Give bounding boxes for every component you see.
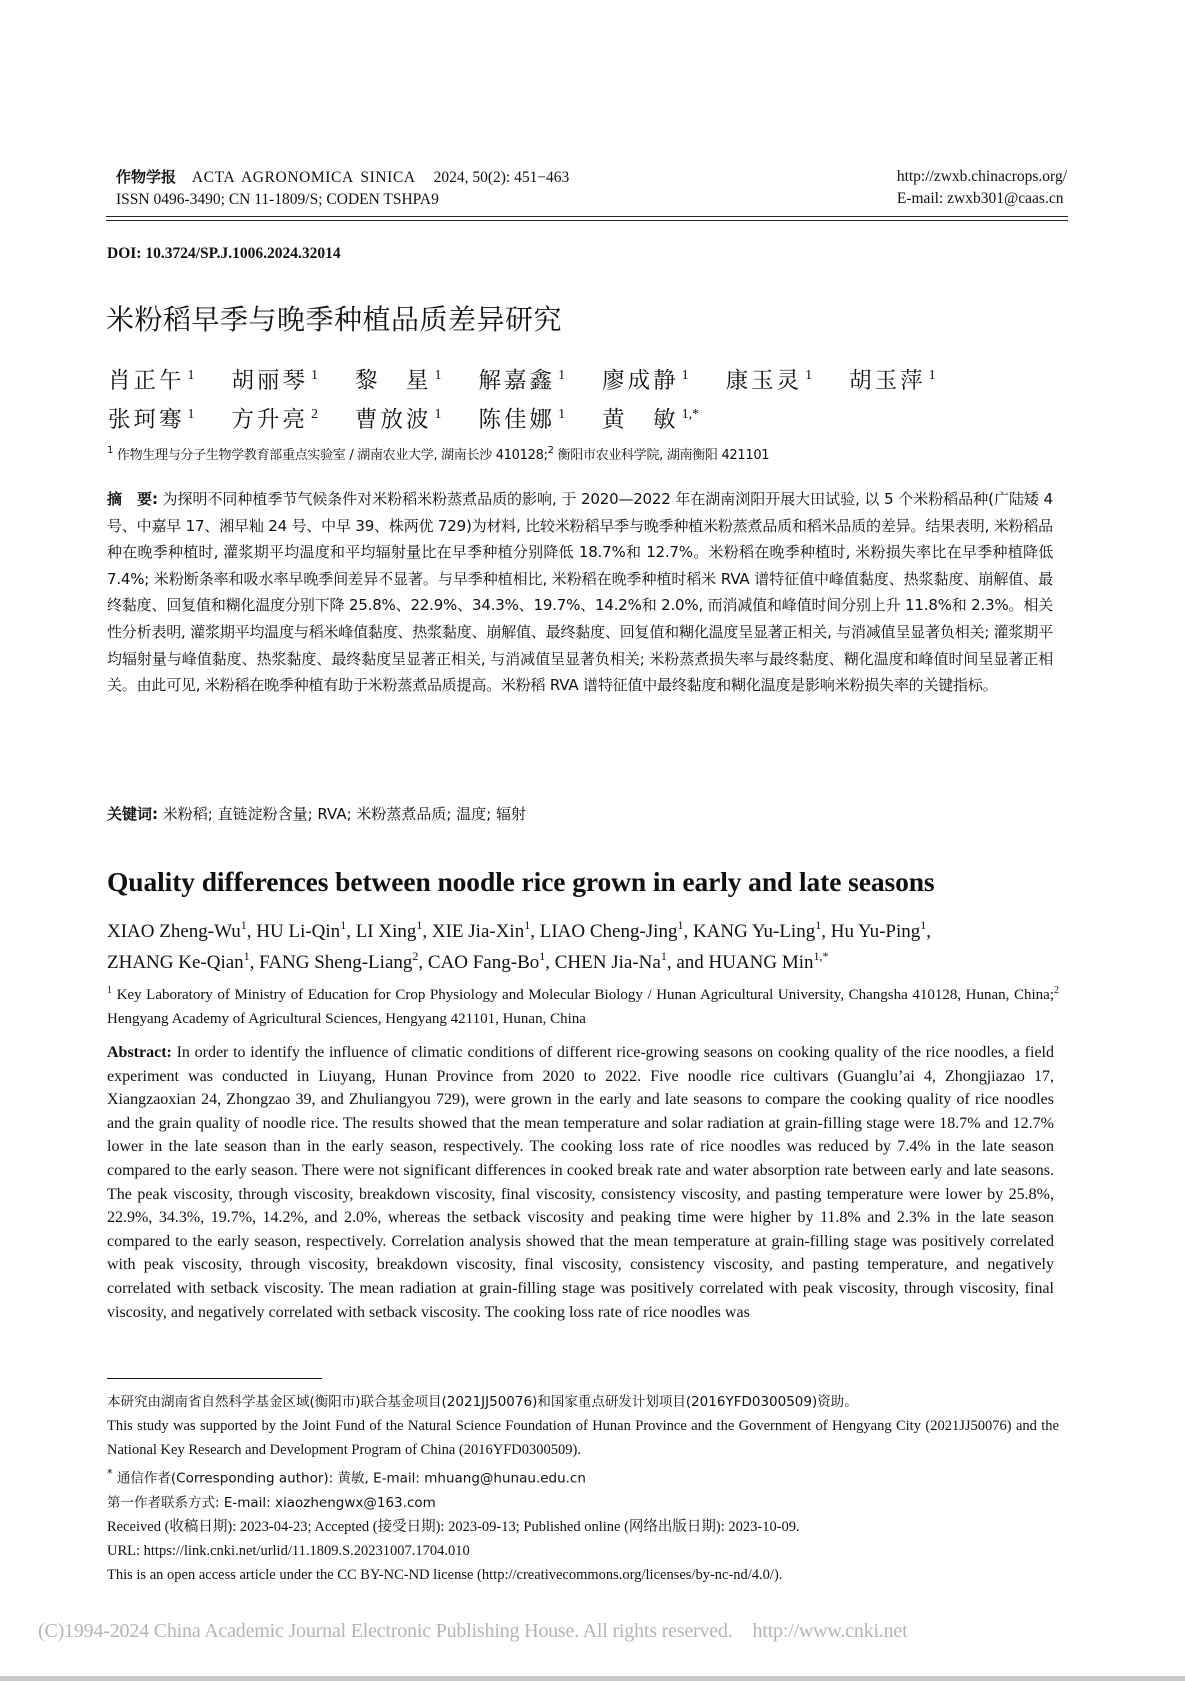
author-cn: 黎 星 $^1$ [355, 368, 442, 394]
abstract-en [107, 1041, 1054, 1324]
journal-website-link[interactable]: http://zwxb.chinacrops.org/ [896, 168, 1067, 185]
doi[interactable]: DOI: 10.3724/SP.J.1006.2024.32014 [107, 245, 341, 262]
journal-citation: 2024, 50(2): 451−463 [433, 169, 570, 186]
journal-name-en: ACTA AGRONOMICA SINICA [191, 169, 416, 186]
footnotes [107, 1390, 1059, 1587]
abstract-cn-label: 摘 要: [107, 490, 158, 508]
author-cn: 肖正午 $^1$ [108, 368, 195, 394]
keywords-cn [107, 803, 526, 824]
funding-cn: 本研究由湖南省自然科学基金区域(衡阳市)联合基金项目(2021JJ50076)和国家重点研发计划项目(2016YFD0300509)资助。 [107, 1394, 858, 1410]
affiliation-cn: $^1$ 作物生理与分子生物学教育部重点实验室 / 湖南农业大学, 湖南长沙 410128;$^2$ 衡阳市农业科学院, 湖南衡阳 421101 [107, 445, 770, 463]
keywords-cn-text: 米粉稻; 直链淀粉含量; RVA; 米粉蒸煮品质; 温度; 辐射 [158, 805, 527, 823]
author-cn: 康玉灵 $^1$ [725, 368, 813, 394]
article-url-link[interactable]: URL: https://link.cnki.net/urlid/11.1809.S.20231007.1704.010 [107, 1542, 470, 1559]
author-cn: 胡玉萍 $^1$ [849, 368, 936, 394]
journal-header-right [897, 166, 1067, 210]
title-cn: 米粉稻早季与晚季种植品质差异研究 [106, 303, 563, 336]
issn-line: ISSN 0496-3490; CN 11-1809/S; CODEN TSHPA9 [116, 191, 439, 208]
footnote-divider [107, 1378, 322, 1379]
affiliation-en: $^1$ Key Laboratory of Ministry of Education for Crop Physiology and Molecular Biology / Hunan Agricultural University, Changsha 410128, Hunan, China;$^2$ Hengyang Academy of Agricultural Sciences, Hengyang 421101, Hunan, China [107, 985, 1059, 1027]
title-en: Quality differences between noodle rice grown in early and late seasons [107, 866, 935, 897]
corresponding-author: * 通信作者(Corresponding author): 黄敏, E-mail: mhuang@hunau.edu.cn [107, 1467, 586, 1487]
first-author-contact: 第一作者联系方式: E-mail: xiaozhengwx@163.com [107, 1494, 436, 1511]
journal-title-line [116, 166, 569, 189]
author-cn: 方升亮 $^2$ [231, 407, 319, 433]
license-notice: This is an open access article under the CC BY-NC-ND license (http://creativecommons.org/licenses/by-nc-nd/4.0/). [107, 1566, 783, 1583]
abstract-en-text: In order to identify the influence of climatic conditions of different rice-growing seasons on cooking quality of the rice noodles, a field experiment was conducted in Liuyang, Hunan Province from 2020 to 2022. Five noodle rice cultivars (Guanglu’ai 4, Zhongjiazao 17, Xiangzaoxian 24, Zhongzao 39, and Zhuliangyou 729), were grown in the early and late seasons to compare the cooking quality of rice noodles and the grain quality of noodle rice. The results showed that the mean temperature and solar radiation at grain-filling stage were 18.7% and 12.7% lower in the late season than in the early season, respectively. The cooking loss rate of rice noodles was reduced by 7.4% in the late season compared to the early season. There were not significant differences in cooked break rate and water absorption rate between early and late seasons. The peak viscosity, through viscosity, breakdown viscosity, final viscosity, consistency viscosity, and pasting temperature were lower by 25.8%, 22.9%, 34.3%, 19.7%, 14.2%, and 2.0%, whereas the setback viscosity and peaking time were higher by 11.8% and 2.3% in the late season compared to the early season, respectively. Correlation analysis showed that the mean temperature at grain-filling stage was positively correlated with peak viscosity, through viscosity, breakdown viscosity, final viscosity, consistency viscosity, and pasting temperature, and negatively correlated with setback viscosity. The mean radiation at grain-filling stage was positively correlated with peak viscosity, through viscosity, final viscosity, and negatively correlated with setback viscosity. The cooking loss rate of rice noodles was [107, 1044, 1054, 1321]
page-bottom-border [0, 1676, 1185, 1681]
authors-cn [108, 359, 1058, 437]
header-rule-bottom [106, 220, 1068, 221]
funding-en: This study was supported by the Joint Fund of the Natural Science Foundation of Hunan Province and the Government of Hengyang City (2021JJ50076) and the National Key Research and Development Program of China (2016YFD0300509). [107, 1418, 1059, 1458]
abstract-en-label: Abstract: [107, 1044, 172, 1061]
journal-email[interactable]: E-mail: zwxb301@caas.cn [896, 190, 1064, 207]
journal-name-cn: 作物学报 [116, 168, 177, 186]
author-cn: 解嘉鑫 $^1$ [478, 368, 566, 394]
abstract-cn [107, 486, 1053, 699]
author-cn: 陈佳娜 $^1$ [478, 407, 566, 433]
author-cn: 胡丽琴 $^1$ [231, 368, 319, 394]
copyright-watermark: (C)1994-2024 China Academic Journal Electronic Publishing House. All rights reserved. http://www.cnki.net [38, 1620, 908, 1642]
author-cn-corresponding: 黄 敏 $^{1,*}$ [602, 407, 700, 433]
header-rule-top [106, 216, 1068, 217]
abstract-cn-text: 为探明不同种植季节气候条件对米粉稻米粉蒸煮品质的影响, 于 2020—2022 年在湖南浏阳开展大田试验, 以 5 个米粉稻品种(广陆矮 4 号、中嘉早 17、湘早籼 24 号、中早 39、株两优 729)为材料, 比较米粉稻早季与晚季种植米粉蒸煮品质和稻米品质的差异。结果表明, 米粉稻品种在晚季种植时, 灌浆期平均温度和平均辐射量比在早季种植分别降低 18.7%和 12.7%。米粉稻在晚季种植时, 米粉损失率比在早季种植降低 7.4%; 米粉断条率和吸水率早晚季间差异不显著。与早季种植相比, 米粉稻在晚季种植时稻米 RVA 谱特征值中峰值黏度、热浆黏度、崩解值、最终黏度、回复值和糊化温度分别下降 25.8%、22.9%、34.3%、19.7%、14.2%和 2.0%, 而消减值和峰值时间分别上升 11.8%和 2.3%。相关性分析表明, 灌浆期平均温度与稻米峰值黏度、热浆黏度、崩解值、最终黏度、回复值和糊化温度呈显著正相关, 与消减值呈显著负相关; 灌浆期平均辐射量与峰值黏度、热浆黏度、最终黏度呈显著正相关, 与消减值呈显著负相关; 米粉蒸煮损失率与最终黏度、糊化温度和峰值时间呈显著正相关。由此可见, 米粉稻在晚季种植有助于米粉蒸煮品质提高。米粉稻 RVA 谱特征值中最终黏度和糊化温度是影响米粉损失率的关键指标。 [107, 490, 1053, 695]
publication-dates: Received (收稿日期): 2023-04-23; Accepted (接受日期): 2023-09-13; Published online (网络出版日期): 2023-10-09. [107, 1518, 800, 1535]
authors-en: XIAO Zheng-Wu$^1$, HU Li-Qin$^1$, LI Xing$^1$, XIE Jia-Xin$^1$, LIAO Cheng-Jing$^1$, KANG Yu-Ling$^1$, Hu Yu-Ping$^1$, ZHANG Ke-Qian$^1$, FANG Sheng-Liang$^2$, CAO Fang-Bo$^1$, CHEN Jia-Na$^1$, and HUANG Min$^{1,*}$ [107, 918, 932, 973]
journal-header-left [116, 166, 569, 211]
author-cn: 廖成静 $^1$ [602, 368, 689, 394]
cnki-link[interactable]: http://www.cnki.net [752, 1620, 908, 1642]
author-cn: 曹放波 $^1$ [355, 407, 442, 433]
keywords-cn-label: 关键词: [107, 805, 158, 823]
author-cn: 张珂骞 $^1$ [108, 407, 195, 433]
